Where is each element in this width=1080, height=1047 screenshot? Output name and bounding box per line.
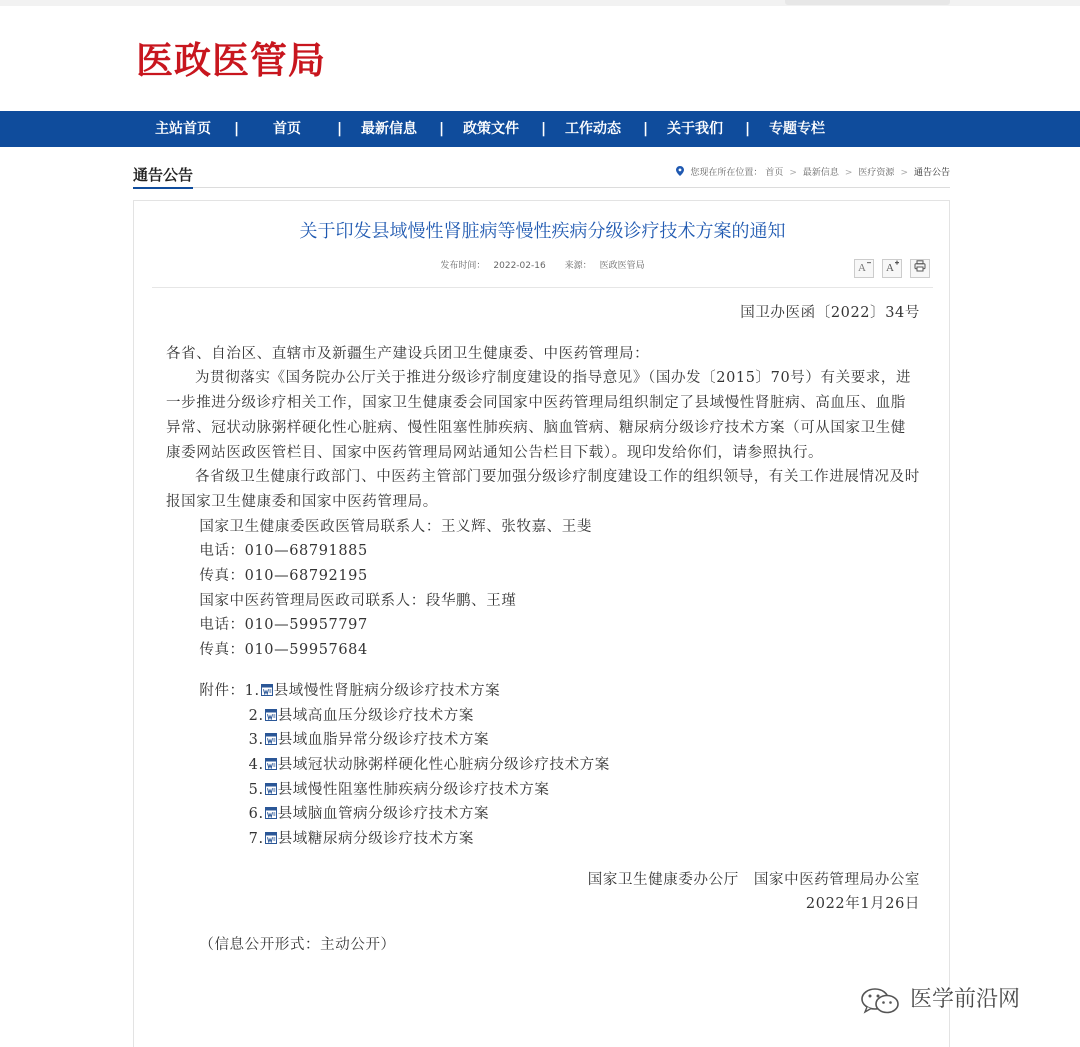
word-doc-icon [265, 832, 277, 844]
breadcrumb-item-current[interactable]: 通告公告 [913, 168, 950, 178]
top-utility-bar [0, 0, 1080, 6]
contact-line: 传真：010—68792195 [199, 568, 368, 585]
nav-separator: | [643, 121, 649, 137]
print-button[interactable] [910, 259, 930, 278]
nav-separator: | [234, 121, 240, 137]
source-value: 医政医管局 [599, 261, 645, 271]
main-nav [0, 111, 1080, 147]
attachment-number: 3. [248, 732, 264, 749]
attachment-number: 2. [248, 707, 264, 724]
spacer [166, 663, 920, 679]
breadcrumb-item-latest[interactable]: 最新信息 [802, 168, 839, 178]
attachment-item [166, 778, 920, 803]
breadcrumb-arrow: > [900, 168, 908, 178]
font-larger-button[interactable] [882, 259, 902, 278]
word-doc-icon [265, 758, 277, 770]
printer-icon [914, 260, 926, 272]
article-meta [134, 259, 951, 273]
contact-line: 传真：010—59957684 [199, 642, 368, 659]
font-smaller-icon [857, 260, 871, 272]
section-title: 通告公告 [133, 166, 193, 189]
contact-line: 电话：010—68791885 [199, 543, 368, 560]
svg-text:A: A [857, 262, 866, 272]
nav-separator: | [439, 121, 445, 137]
sign-date: 2022年1月26日 [805, 896, 920, 913]
svg-text:A: A [885, 262, 894, 272]
attachment-link[interactable]: 县域慢性肾脏病分级诊疗技术方案 [273, 682, 501, 699]
attachment-link[interactable]: 县域慢性阻塞性肺疾病分级诊疗技术方案 [277, 781, 550, 798]
spacer [166, 917, 920, 933]
attachment-number: 7. [248, 831, 264, 848]
publish-date-label: 发布时间： [440, 261, 486, 271]
attachment-link[interactable]: 县域冠状动脉粥样硬化性心脏病分级诊疗技术方案 [277, 756, 610, 773]
disclosure-note: （信息公开形式：主动公开） [199, 937, 396, 954]
doc-number: 国卫办医函〔2022〕34号 [740, 305, 920, 321]
site-logo[interactable]: 医政医管局 [136, 39, 326, 82]
publish-date [436, 261, 549, 271]
attachment-link[interactable]: 县域脑血管病分级诊疗技术方案 [277, 806, 490, 823]
nav-item-home[interactable]: 首页 [273, 121, 301, 137]
attachment-item [166, 679, 920, 704]
greeting: 各省、自治区、直辖市及新疆生产建设兵团卫生健康委、中医药管理局： [166, 345, 650, 362]
breadcrumb-item-resources[interactable]: 医疗资源 [858, 168, 895, 178]
word-doc-icon [261, 684, 273, 696]
article-title: 关于印发县域慢性肾脏病等慢性疾病分级诊疗技术方案的通知 [299, 221, 786, 242]
nav-item-latest[interactable]: 最新信息 [361, 121, 417, 137]
attachment-number: 4. [248, 756, 264, 773]
font-smaller-button[interactable] [854, 259, 874, 278]
meta-divider [152, 287, 933, 288]
nav-separator: | [337, 121, 343, 137]
attachment-item [166, 704, 920, 729]
source-label: 来源： [564, 261, 592, 271]
watermark-text: 医学前沿网 [910, 987, 1021, 1012]
word-doc-icon [265, 709, 277, 721]
contact-line: 国家卫生健康委医政医管局联系人：王义辉、张牧嘉、王斐 [199, 518, 592, 535]
section-header [133, 160, 950, 188]
location-pin-icon [676, 166, 684, 176]
attachment-item [166, 827, 920, 852]
article-source [561, 261, 649, 271]
nav-item-policy[interactable]: 政策文件 [463, 121, 519, 137]
attachment-number: 1. [244, 682, 260, 699]
article-tools [851, 259, 930, 279]
word-doc-icon [265, 807, 277, 819]
word-doc-icon [265, 783, 277, 795]
attachment-item [166, 802, 920, 827]
article-panel [133, 200, 950, 1047]
paragraph-1: 为贯彻落实《国务院办公厅关于推进分级诊疗制度建设的指导意见》（国办发〔2015〕70号）有关要求，进一步推进分级诊疗相关工作，国家卫生健康委会同国家中医药管理局组织制定了县域慢性肾脏病、高血压、血脂异常、冠状动脉粥样硬化性心脏病、慢性阻塞性肺疾病、脑血管病、糖尿病分级诊疗技术方案（可从国家卫生健康委网站医政医管栏目、国家中医药管理局网站通知公告栏目下载）。现印发给你们，请参照执行。 [166, 370, 912, 461]
attachment-link[interactable]: 县域血脂异常分级诊疗技术方案 [277, 732, 490, 749]
breadcrumb [676, 165, 950, 180]
contact-line: 电话：010—59957797 [199, 617, 368, 634]
paragraph-2: 各省级卫生健康行政部门、中医药主管部门要加强分级诊疗制度建设工作的组织领导，有关工作进展情况及时报国家卫生健康委和国家中医药管理局。 [166, 469, 920, 510]
breadcrumb-arrow: > [789, 168, 797, 178]
signature: 国家卫生健康委办公厅 国家中医药管理局办公室 [587, 871, 920, 888]
breadcrumb-prefix: 您现在所在位置： [690, 168, 763, 178]
attachment-item [166, 728, 920, 753]
nav-separator: | [745, 121, 751, 137]
nav-item-main-home[interactable]: 主站首页 [155, 121, 211, 137]
spacer [166, 326, 920, 342]
nav-separator: | [541, 121, 547, 137]
font-larger-icon [885, 260, 899, 272]
wechat-icon [860, 987, 902, 1015]
breadcrumb-item-home[interactable]: 首页 [765, 168, 784, 178]
attachment-number: 5. [248, 781, 264, 798]
search-bar-edge[interactable] [785, 0, 950, 5]
attachment-link[interactable]: 县域高血压分级诊疗技术方案 [277, 707, 474, 724]
publish-date-value: 2022-02-16 [493, 261, 546, 271]
article-body [166, 301, 920, 958]
breadcrumb-arrow: > [844, 168, 853, 178]
nav-item-topics[interactable]: 专题专栏 [769, 121, 825, 137]
attachments-label: 附件： [199, 682, 245, 699]
attachment-item [166, 753, 920, 778]
contact-line: 国家中医药管理局医政司联系人：段华鹏、王瑾 [199, 592, 517, 609]
attachment-link[interactable]: 县域糖尿病分级诊疗技术方案 [277, 831, 474, 848]
attachment-number: 6. [248, 806, 264, 823]
word-doc-icon [265, 733, 277, 745]
nav-item-about[interactable]: 关于我们 [667, 121, 723, 137]
spacer [166, 852, 920, 868]
nav-item-work[interactable]: 工作动态 [565, 121, 621, 137]
